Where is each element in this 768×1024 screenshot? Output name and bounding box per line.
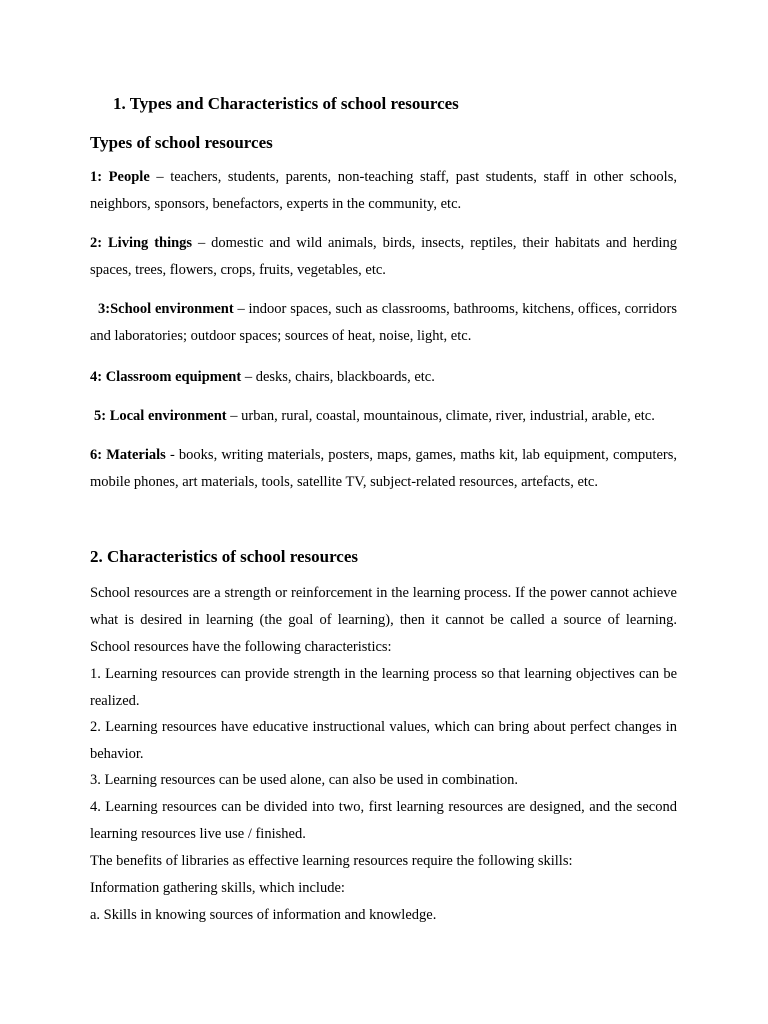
skill-item-a: a. Skills in knowing sources of information and knowledge. xyxy=(90,907,437,923)
type-paragraph-local-environment xyxy=(90,403,677,430)
characteristic-item: 4. Learning resources can be divided into two, first learning resources are designed, and the second learning resources live use / finished. xyxy=(90,799,677,842)
type-text: – urban, rural, coastal, mountainous, climate, river, industrial, arable, etc. xyxy=(226,408,655,424)
type-text: - books, writing materials, posters, maps, games, maths kit, lab equipment, computers, mobile phones, art materials, tools, satellite TV, subject-related resources, artefacts, etc. xyxy=(90,447,677,490)
type-paragraph-classroom-equipment xyxy=(90,364,677,391)
document-title: 1. Types and Characteristics of school resources xyxy=(113,94,459,113)
type-label: 1: People xyxy=(90,169,150,185)
type-label: 6: Materials xyxy=(90,447,166,463)
type-label: 3:School environment xyxy=(98,301,234,317)
characteristic-item: 1. Learning resources can provide strength in the learning process so that learning objectives can be realized. xyxy=(90,666,677,709)
type-text: – domestic and wild animals, birds, insects, reptiles, their habitats and herding spaces, trees, flowers, crops, fruits, vegetables, etc. xyxy=(90,235,677,278)
characteristic-item: 3. Learning resources can be used alone, can also be used in combination. xyxy=(90,772,519,788)
type-text: – indoor spaces, such as classrooms, bathrooms, kitchens, offices, corridors and laboratories; outdoor spaces; sources of heat, noise, light, etc. xyxy=(90,301,677,344)
type-label: 2: Living things xyxy=(90,235,193,251)
skills-intro: Information gathering skills, which include: xyxy=(90,880,345,896)
type-text: – teachers, students, parents, non-teaching staff, past students, staff in other schools, neighbors, sponsors, benefactors, experts in the community, etc. xyxy=(90,169,677,212)
type-paragraph-school-environment xyxy=(90,296,677,350)
type-text: – desks, chairs, blackboards, etc. xyxy=(241,369,435,385)
section-heading-types: Types of school resources xyxy=(90,133,273,152)
type-paragraph-materials xyxy=(90,442,677,496)
type-label: 4: Classroom equipment xyxy=(90,369,242,385)
benefits-line: The benefits of libraries as effective learning resources require the following skills: xyxy=(90,853,573,869)
type-paragraph-people xyxy=(90,164,677,218)
section-heading-characteristics: 2. Characteristics of school resources xyxy=(90,547,359,566)
type-label: 5: Local environment xyxy=(94,408,227,424)
type-paragraph-living-things xyxy=(90,230,677,284)
characteristic-item: 2. Learning resources have educative instructional values, which can bring about perfect changes in behavior. xyxy=(90,719,677,762)
section2-intro: School resources are a strength or reinforcement in the learning process. If the power cannot achieve what is desired in learning (the goal of learning), then it cannot be called a source of learning. School resources have the following characteristics: xyxy=(90,585,677,655)
